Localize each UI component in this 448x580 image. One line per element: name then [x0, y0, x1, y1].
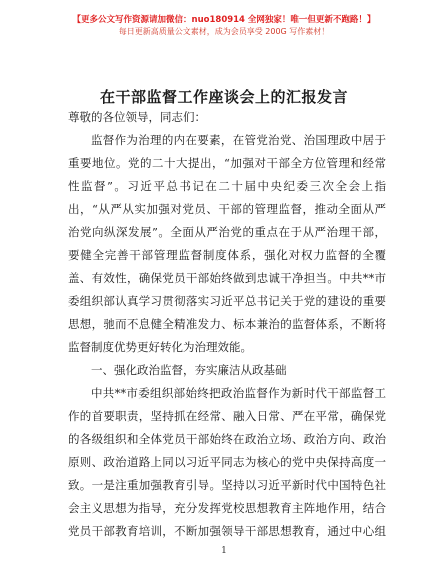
paragraph-line: 盖、有效性，确保党员干部始终做到忠诚干净担当。中共**市 [68, 271, 386, 285]
paragraph-line: 委组织部认真学习贯彻落实习近平总书记关于党的建设的重要 [68, 294, 386, 308]
salutation: 尊敬的各位领导，同志们： [68, 110, 206, 124]
paragraph-line: 致。一是注重加强教育引导。坚持以习近平新时代中国特色社 [68, 478, 386, 492]
paragraph-line: 出，“从严从实加强对党员、干部的管理监督，推动全面从严 [68, 202, 386, 216]
paragraph-line: 原则、政治道路上同以习近平同志为核心的党中央保持高度一 [68, 455, 386, 469]
paragraph-line: 党员干部教育培训，不断加强领导干部思想教育，通过中心组 [68, 524, 386, 538]
promo-banner-line-1: 【更多公文写作资源请加微信：nuo180914 全网独家！唯一但更新不跑路！】 [72, 15, 376, 25]
paragraph-line: 的各级组织和全体党员干部始终在政治立场、政治方向、政治 [68, 432, 386, 446]
paragraph-line: 监督作为治理的内在要素，在管党治党、治国理政中居于 [91, 133, 386, 147]
paragraph-line: 监督制度优势更好转化为治理效能。 [68, 340, 252, 354]
document-title: 在干部监督工作座谈会上的汇报发言 [99, 88, 348, 106]
paragraph-line: 要健全完善干部管理监督制度体系，强化对权力监督的全覆 [68, 248, 386, 262]
promo-banner-line-2: 每日更新高质量公文素材，成为会员享受 200G 写作素材！ [118, 27, 330, 36]
paragraph-line: 作的首要职责，坚持抓在经常、融入日常、严在平常，确保党 [68, 409, 386, 423]
section-heading: 一、强化政治监督，夯实廉洁从政基础 [91, 363, 287, 377]
paragraph-line: 思想，驰而不息健全精准发力、标本兼治的监督体系，不断将 [68, 317, 386, 331]
document-body [68, 106, 386, 543]
paragraph-line: 会主义思想为指导，充分发挥党校思想教育主阵地作用，结合 [68, 501, 386, 515]
paragraph-line: 重要地位。党的二十大提出，“加强对干部全方位管理和经常 [68, 156, 386, 170]
paragraph-line: 治党向纵深发展”。全面从严治党的重点在于从严治理干部， [68, 225, 386, 239]
promo-banner [0, 14, 448, 38]
paragraph-line: 中共**市委组织部始终把政治监督作为新时代干部监督工 [91, 386, 386, 400]
paragraph-line: 性监督”。习近平总书记在二十届中央纪委三次全会上指 [68, 179, 386, 193]
page-number: 1 [221, 546, 227, 556]
